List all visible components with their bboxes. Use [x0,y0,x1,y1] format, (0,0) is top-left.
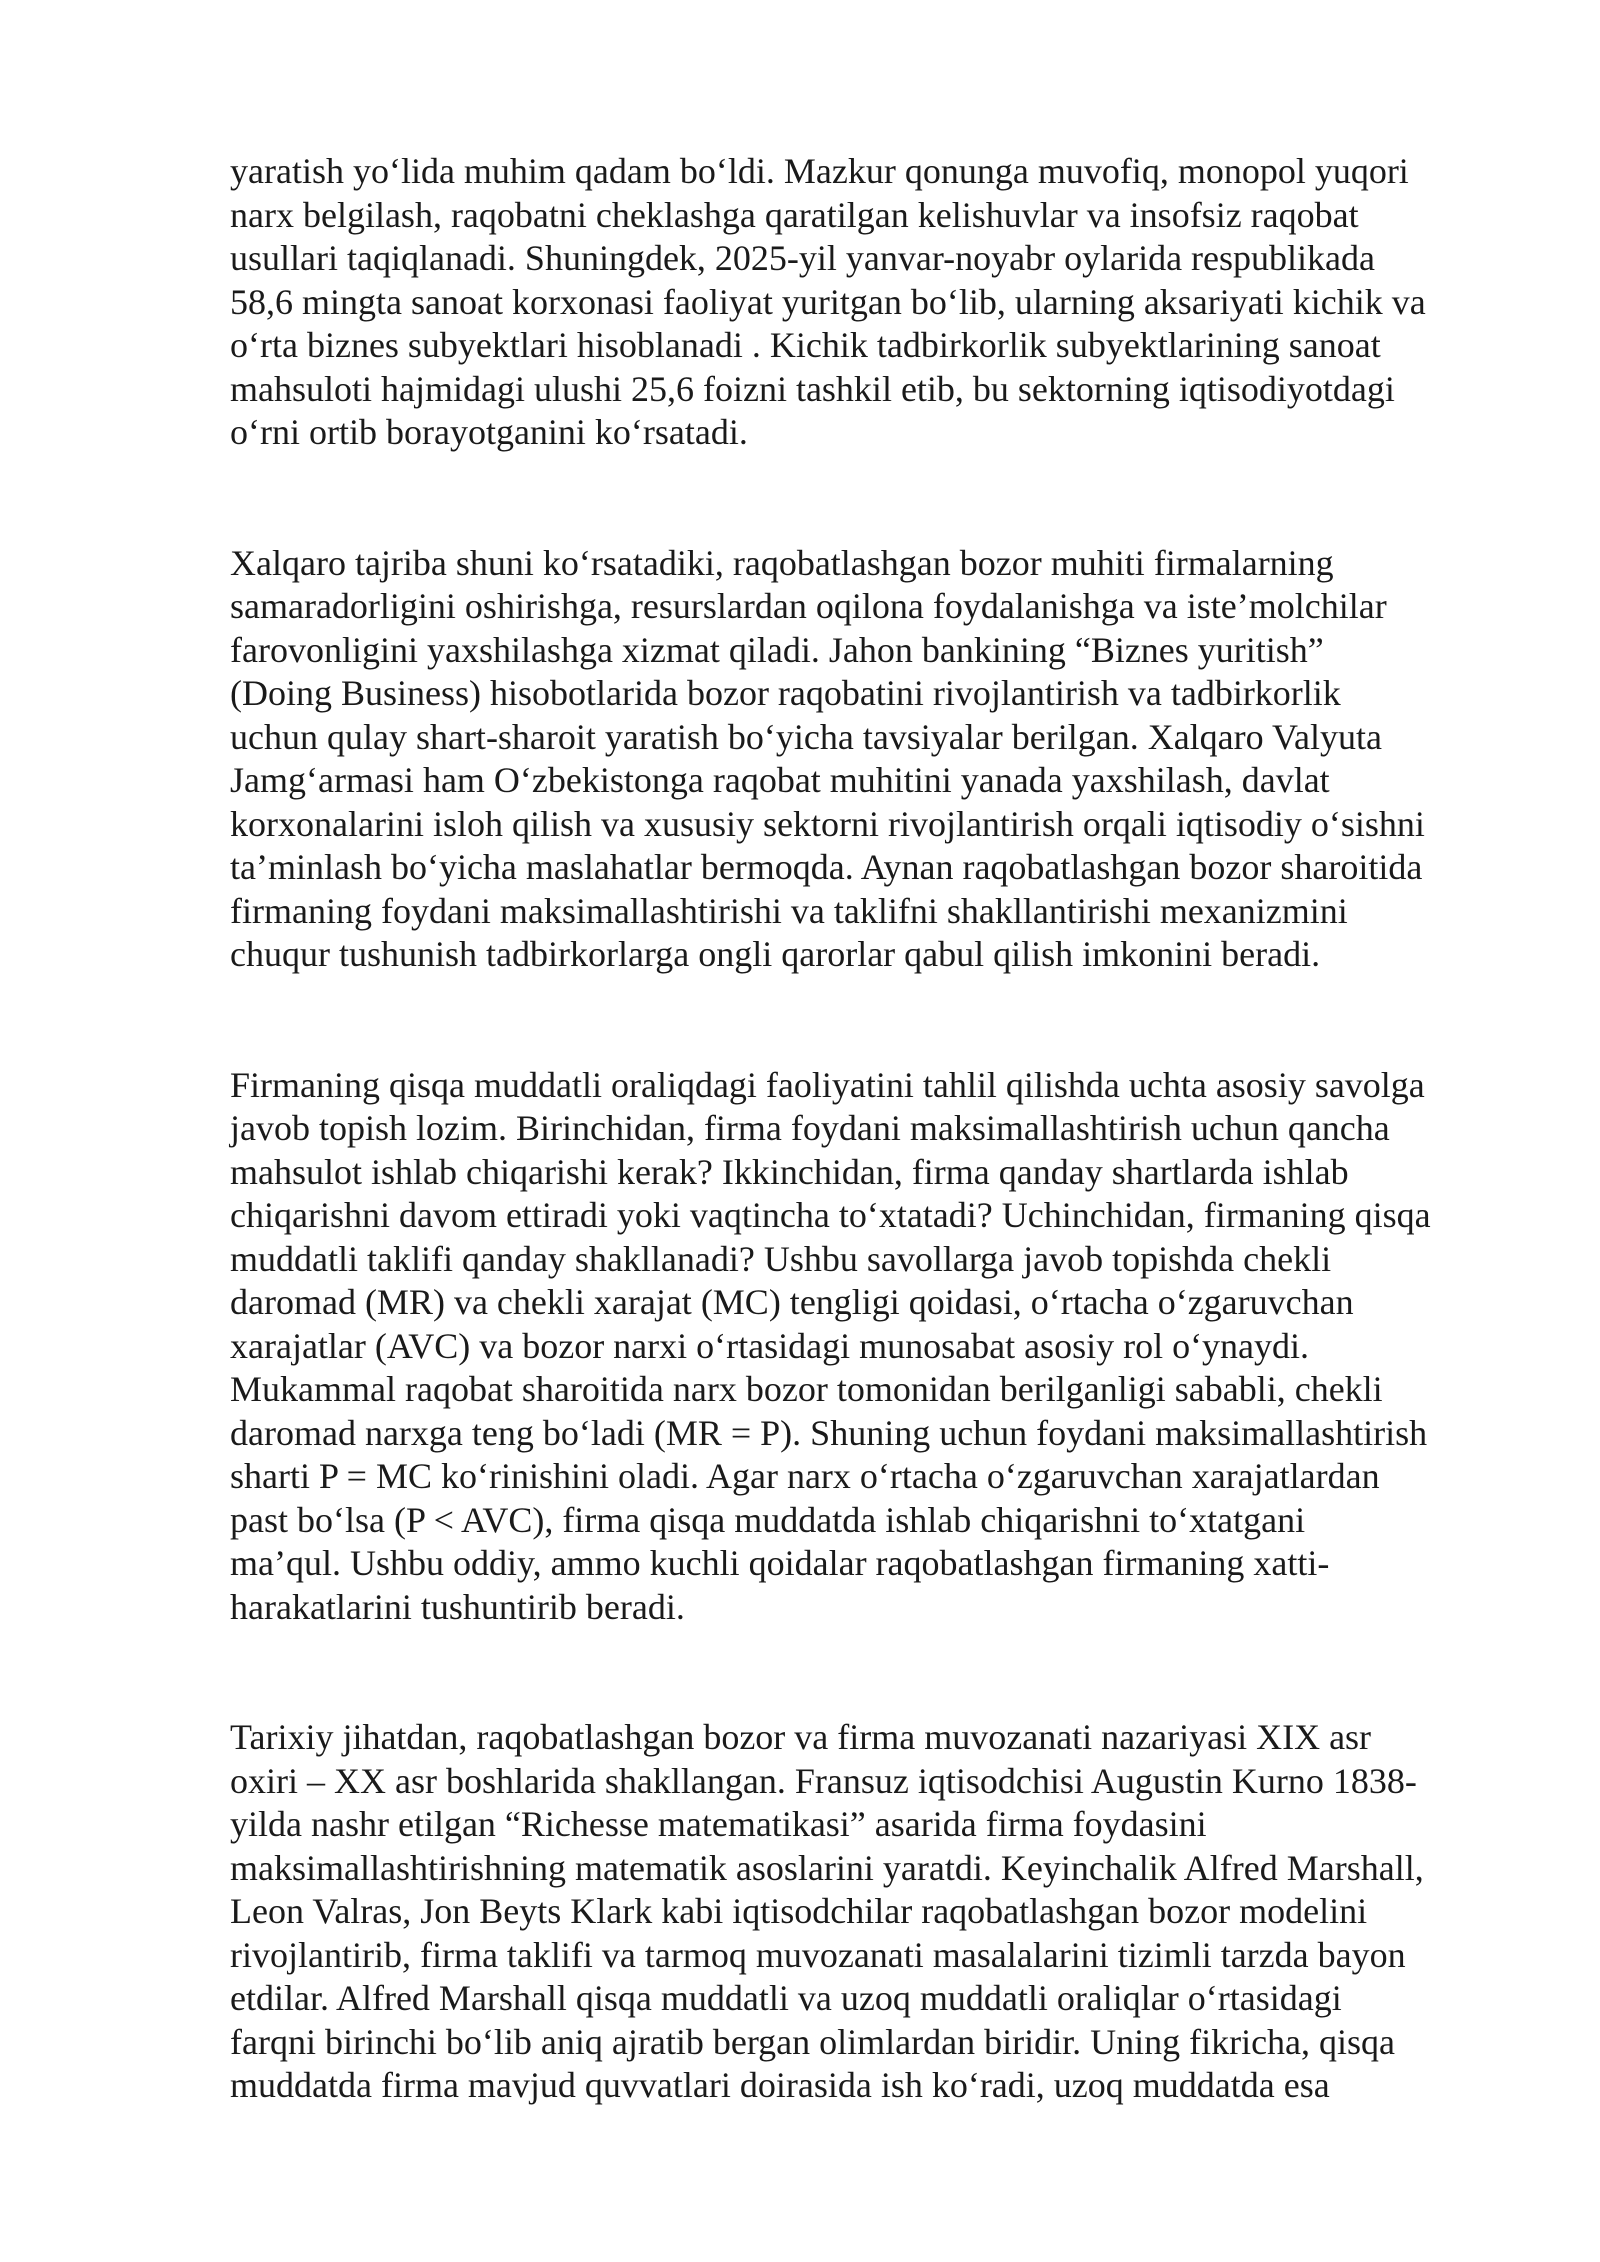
document-body [230,150,1530,2108]
text-line: firmaning foydani maksimallashtirishi va taklifni shakllantirishi mexanizmini [230,890,1348,931]
text-line: mahsulot ishlab chiqarishi kerak? Ikkinchidan, firma qanday shartlarda ishlab [230,1151,1349,1192]
text-line: Tarixiy jihatdan, raqobatlashgan bozor va firma muvozanati nazariyasi XIX asr [230,1717,1372,1757]
text-line: muddatli taklifi qanday shakllanadi? Ushbu savollarga javob topishda chekli [230,1238,1332,1279]
paragraph [230,150,1530,455]
text-line: ma’qul. Ushbu oddiy, ammo kuchli qoidalar raqobatlashgan firmaning xatti- [230,1543,1330,1583]
text-line: Jamg‘armasi ham O‘zbekistonga raqobat muhitini yanada yaxshilash, davlat [230,760,1330,800]
paragraph [230,1716,1530,2108]
text-line: sharti P = MC ko‘rinishini oladi. Agar narx o‘rtacha o‘zgaruvchan xarajatlardan [230,1456,1380,1496]
text-line: past bo‘lsa (P < AVC), firma qisqa muddatda ishlab chiqarishni to‘xtatgani [230,1499,1306,1540]
text-line: mahsuloti hajmidagi ulushi 25,6 foizni tashkil etib, bu sektorning iqtisodiyotdagi [230,368,1395,409]
text-line: (Doing Business) hisobotlarida bozor raqobatini rivojlantirish va tadbirkorlik [230,673,1341,713]
text-line: ta’minlash bo‘yicha maslahatlar bermoqda. Aynan raqobatlashgan bozor sharoitida [230,847,1423,887]
text-line: chiqarishni davom ettiradi yoki vaqtincha to‘xtatadi? Uchinchidan, firmaning qisqa [230,1195,1431,1235]
text-line: usullari taqiqlanadi. Shuningdek, 2025-yil yanvar-noyabr oylarida respublikada [230,238,1375,278]
text-line: harakatlarini tushuntirib beradi. [230,1586,685,1627]
text-line: daromad narxga teng bo‘ladi (MR = P). Shuning uchun foydani maksimallashtirish [230,1412,1428,1453]
text-line: o‘rni ortib borayotganini ko‘rsatadi. [230,412,748,452]
text-line: farovonligini yaxshilashga xizmat qiladi. Jahon bankining “Biznes yuritish” [230,629,1324,670]
paragraph [230,542,1530,977]
text-line: etdilar. Alfred Marshall qisqa muddatli va uzoq muddatli oraliqlar o‘rtasidagi [230,1978,1342,2018]
text-line: 58,6 mingta sanoat korxonasi faoliyat yuritgan bo‘lib, ularning aksariyati kichik va [230,281,1426,322]
text-line: chuqur tushunish tadbirkorlarga ongli qarorlar qabul qilish imkonini beradi. [230,934,1321,974]
text-line: uchun qulay shart-sharoit yaratish bo‘yicha tavsiyalar berilgan. Xalqaro Valyuta [230,716,1382,757]
text-line: Mukammal raqobat sharoitida narx bozor tomonidan berilganligi sababli, chekli [230,1369,1383,1409]
text-line: xarajatlar (AVC) va bozor narxi o‘rtasidagi munosabat asosiy rol o‘ynaydi. [230,1325,1310,1366]
text-line: Xalqaro tajriba shuni ko‘rsatadiki, raqobatlashgan bozor muhiti firmalarning [230,542,1334,583]
text-line: Leon Valras, Jon Beyts Klark kabi iqtisodchilar raqobatlashgan bozor modelini [230,1891,1368,1931]
text-line: muddatda firma mavjud quvvatlari doirasida ish ko‘radi, uzoq muddatda esa [230,2065,1330,2105]
text-line: Firmaning qisqa muddatli oraliqdagi faoliyatini tahlil qilishda uchta asosiy savolga [230,1064,1425,1105]
text-line: yilda nashr etilgan “Richesse matematikasi” asarida firma foydasini [230,1804,1207,1844]
text-line: daromad (MR) va chekli xarajat (MC) tengligi qoidasi, o‘rtacha o‘zgaruvchan [230,1282,1354,1322]
text-line: maksimallashtirishning matematik asoslarini yaratdi. Keyinchalik Alfred Marshall, [230,1847,1424,1888]
text-line: samaradorligini oshirishga, resurslardan oqilona foydalanishga va iste’molchilar [230,586,1387,626]
text-line: farqni birinchi bo‘lib aniq ajratib bergan olimlardan biridir. Uning fikricha, qisqa [230,2021,1396,2062]
text-line: narx belgilash, raqobatni cheklashga qaratilgan kelishuvlar va insofsiz raqobat [230,194,1359,235]
text-line: o‘rta biznes subyektlari hisoblanadi . Kichik tadbirkorlik subyektlarining sanoat [230,325,1381,365]
text-line: korxonalarini isloh qilish va xususiy sektorni rivojlantirish orqali iqtisodiy o‘sishni [230,803,1425,844]
text-line: yaratish yo‘lida muhim qadam bo‘ldi. Mazkur qonunga muvofiq, monopol yuqori [230,151,1409,191]
paragraph [230,1064,1530,1630]
text-line: oxiri – XX asr boshlarida shakllangan. Fransuz iqtisodchisi Augustin Kurno 1838- [230,1760,1417,1801]
text-line: rivojlantirib, firma taklifi va tarmoq muvozanati masalalarini tizimli tarzda bayon [230,1934,1406,1975]
text-line: javob topish lozim. Birinchidan, firma foydani maksimallashtirish uchun qancha [230,1108,1390,1148]
